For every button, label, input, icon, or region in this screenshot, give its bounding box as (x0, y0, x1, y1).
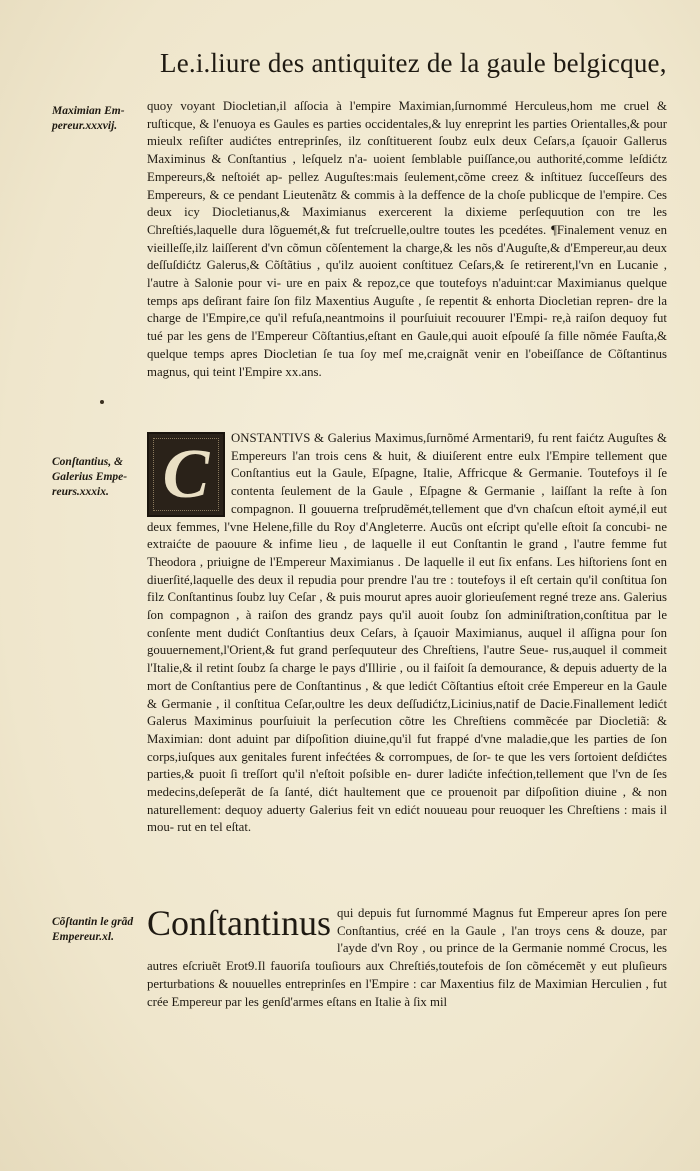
margin-note-maximian: Maximian Em- pereur.xxxvij. (52, 105, 125, 132)
margin-note-constantin: Cõſtantin le grãd Empereur.xl. (52, 916, 134, 943)
drop-cap-letter: C (162, 435, 210, 513)
paragraph: qui depuis fut ſurnommé Magnus fut Empereur apres ſon pere Conſtantius, créé en la Gaule , l'an troys cens & douze, par l'ayde d'vn Roy , ou prince de la Germanie nommé Crocus, les autres eſcriuẽt Erot9.Il fauoriſa touſiours aux Chreſtiés,toutefois de ſon cõmécemẽt y eut pluſieurs perturbations & nouuelles entreprinſes en l'Empire : car Maxentius filz de Maximian Herculien , fut crée Empereur par les genſd'armes eſtans en Italie à ſix mil (147, 906, 667, 1009)
page-header: Le.i.liure des antiquitez de la gaule belgicque, (160, 48, 667, 78)
large-heading-word: Conſtantinus (147, 903, 332, 943)
decorated-initial (147, 432, 225, 517)
paragraph: ONSTANTIVS & Galerius Maximus,ſurnõmé Armentari9, fu rent faićtz Auguſtes & Empereurs l'an trois cens & huit, & diuiſerent entre eulx l'Empire tellement que Conſtantius eut la Gaule, Eſpagne, Italie, Affricque & Germanie. Toutefoys il ſe contenta ſeulement de la Gaule , Eſpagne & Germanie , laiſſant la reſte à ſon compagnon. Il gouuerna treſprudẽmét,tellement que d'vn chaſcun eſtoit aymé,il eut deux femmes, l'vne Helene,fille du Roy d'Angleterre. Aucũs ont eſcript qu'elle eſtoit ſa concubi- ne extraićte de paouure & infime lieu , de laquelle il eut Conſtantin le grand , l'autre femme fut Theodora , priuigne de l'Empereur Maximianus . De laquelle il eut ſix enfans. Les hiſtoriens ſont en diuerſité,laquelle des deux il repudia pour prendre l'au tre : toutefoys il eſt certain qu'il conſtitua ſon filz Conſtantinus ſoubz luy Ceſar , & puis mourut apres auoir glorieuſement regné treze ans. Galerius ſon compagnon , à raiſon des grandz pays qu'il auoit ſoubz ſon adminiſtration,conſtitua par le conſente ment dudićt Conſtantius deux Ceſars, à ſçauoir Maximianus, auquel il aſſigna pour ſon gouuernement,l'Orient,& fut grand perſequuteur des Chreſtiens, l'autre Seue- rus,auquel il commeit l'Italie,& il retint ſoubz ſa charge le pays d'Illirie , ou il faiſoit ſa demourance, & depuis aduerty de la mort de Conſtantius pere de Conſtantinus , & que ledićt Cõſtantius eſtoit crée Empereur en la Gaule & Germanie , il conſtitua Ceſar,oultre les deux deſſudićtz,Licinius,natif de Dacie.Finallement ledićt Galerus Maximinus pourſuiuit la perſecution cõtre les Chreſtiens commẽcée par Diocletiã: & Maximian: dont aduint par diſpoſition diuine,qu'il fut frappé d'vne maladie,que les parties de ſon corps,iuſques aux genitales furent infećtées & corrompues, de ſor- te que les vers ſortoient deſdićtes parties,& puoit ſi treſſort qu'il n'eſtoit poſsible en- durer ladićte infećtion,tellement que l'vn de ſes medecins,deſeperãt de ſa ſanté, dićt haultement que ce prouenoit par diſpoſition diuine , & non naturellement: dequoy aduerty Galerius feit vn edićt nouueau pour reuoquer les Chreſtiens : mais il mou- rut en tel eſtat. (147, 431, 667, 835)
paragraph: quoy voyant Diocletian,il aſſocia à l'empire Maximian,ſurnommé Herculeus,hom me cruel & ruſticque, & l'enuoya es Gaules es parties occidentales,& luy enreprint les parties Orientalles,& pour mieulx reſiſter audićtes entreprinſes, ilz conſtituerent ſoubz eulx deux Ceſars,a ſçauoir Gallerus Maximinus & Conſtantius , leſquelz n'a- uoient ſemblable puiſſance,ou authorité,comme leſdićtz Empereurs,& neſtoiét ap- pellez Auguſtes:mais ſeulement,cõme creez & inſtituez ſucceſſeurs des Empereurs, & ce pendant Lieutenãtz & commis à la deffence de la choſe publicque de l'empire. Ces deux icy Diocletianus,& Maximianus exercerent la dixieme perſequution con tre les Chreſtiés,laquelle dura lõguemét,& fut treſcruelle,oultre toutes les pcedétes. ¶Finalement venuz en vieilleſſe,ilz laiſſerent d'vn cõmun cõſentement la charge,& les nõs d'Auguſte,& d'Empereur,au deux deſſuſdićtz Galerus,& Cõſtãtius , qu'ilz auoient conſtituez Ceſars,& ſe retirerent,l'vn en Lucanie , l'autre à Salonie pour vi- ure en paix & repoz,ce que toutefoys n'aduint:car Maximianus quelque temps aps deſirant faire ſon filz Maxentius Auguſte , ſe repentit & enhorta Diocletian repren- dre la charge de l'Empire,ce qu'il refuſa,neantmoins il pourſuiuit recouurer l'Empi- re,à raiſon dequoy fut tué par les gens de l'Empereur Cõſtantius,eſtant en Gaule,qui auoit eſpouſé ſa fille nõmée Fauſta,& quelque temps apres Diocletian ſe tua ſoy meſ me,craignãt venir en l'obeiſſance de Cõſtantinus magnus, qui teint l'Empire xx.ans. (147, 99, 667, 379)
margin-note-constantius: Conſtantius, & Galerius Empe- reurs.xxxix. (52, 456, 128, 498)
text-block-constantius (147, 430, 667, 837)
text-block-maximian (147, 98, 667, 381)
text-block-constantin (147, 905, 667, 1011)
ink-speck (100, 400, 104, 404)
